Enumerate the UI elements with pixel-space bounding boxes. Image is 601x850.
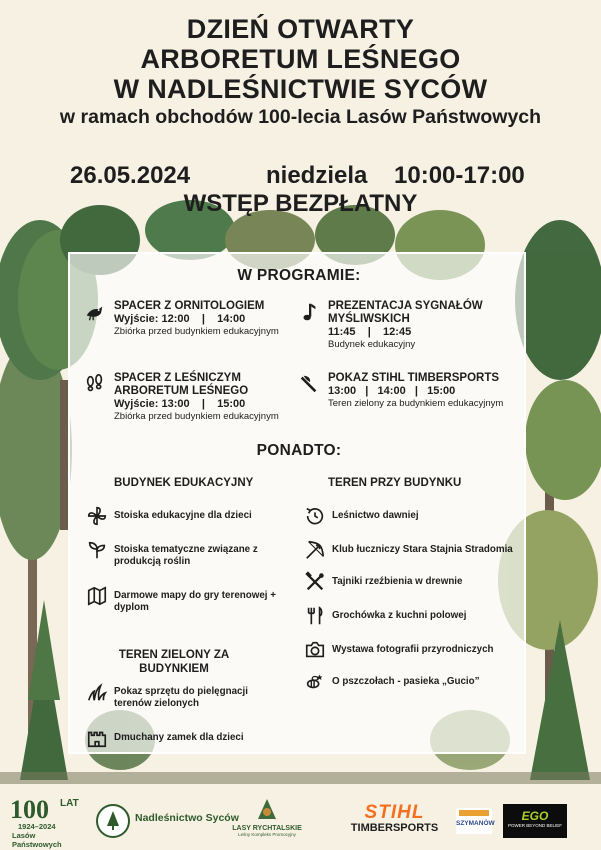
list-item: [114, 544, 284, 568]
program-item: [328, 300, 508, 351]
program-item-title: SPACER Z ORNITOLOGIEM: [114, 300, 265, 312]
list-item-text: Grochówka z kuchni polowej: [332, 610, 467, 621]
list-item-text: Wystawa fotografii przyrodniczych: [332, 644, 494, 655]
list-item: [114, 732, 284, 744]
axe-icon: [298, 373, 320, 395]
lp-100-logo: [10, 795, 86, 849]
ego-tagline: POWER BEYOND BELIEF: [507, 823, 562, 828]
ego-wordmark: EGO: [521, 809, 549, 823]
list-item: [114, 510, 284, 522]
timbersports-wordmark: TIMBERSPORTS: [350, 822, 439, 834]
list-item: [114, 590, 284, 614]
fork-knife-icon: [304, 605, 326, 627]
lp-100-years: 1924–2024: [18, 822, 56, 831]
program-item: [114, 300, 314, 338]
lp-100-number: 100: [10, 795, 49, 824]
event-date: 26.05.2024: [70, 162, 191, 189]
nadlesnictwo-name: Nadleśnictwo Syców: [135, 812, 239, 824]
list-item-text: Klub łuczniczy Stara Stajnia Stradomia: [332, 544, 513, 555]
program-item-title: SPACER Z LEŚNICZYM ARBORETUM LEŚNEGO: [114, 372, 249, 397]
list-item: [332, 544, 522, 556]
ground-strip: [0, 772, 601, 784]
lasy-rychtalskie-logo: [232, 798, 302, 842]
title-line-3: W NADLEŚNICTWIE SYCÓW: [113, 74, 488, 104]
camera-icon: [304, 639, 326, 661]
program-item-time: Wyjście: 12:00 | 14:00: [114, 313, 246, 325]
szymanow-logo: [456, 808, 495, 834]
title-line-2: ARBORETUM LEŚNEGO: [140, 44, 461, 74]
program-item: [114, 372, 314, 423]
col-heading-near-building: TEREN PRZY BUDYNKU: [328, 477, 462, 489]
nadlesnictwo-emblem-icon: [96, 804, 130, 838]
list-item: [332, 676, 512, 688]
free-entry: WSTĘP BEZPŁATNY: [183, 190, 418, 217]
szymanow-name: SZYMANÓW: [456, 820, 495, 827]
list-item-text: Dmuchany zamek dla dzieci: [114, 732, 244, 743]
castle-icon: [86, 727, 108, 749]
program-item-note: Zbiórka przed budynkiem edukacyjnym: [114, 326, 279, 337]
bird-icon: [84, 301, 106, 323]
history-icon: [304, 505, 326, 527]
program-title: W PROGRAMIE:: [237, 267, 361, 284]
list-item: [332, 510, 512, 522]
event-date-row: [0, 162, 601, 192]
list-item-text: Stoiska edukacyjne dla dzieci: [114, 510, 252, 521]
list-item: [332, 644, 522, 656]
title-line-1: DZIEŃ OTWARTY: [186, 14, 415, 44]
stihl-wordmark: STIHL: [364, 802, 425, 823]
footprints-icon: [84, 373, 106, 395]
program-item-note: Teren zielony za budynkiem edukacyjnym: [328, 398, 504, 409]
program-item-note: Zbiórka przed budynkiem edukacyjnym: [114, 411, 279, 422]
ego-logo: [503, 804, 567, 838]
list-item-text: Tajniki rzeźbienia w drewnie: [332, 576, 463, 587]
program-item-title: PREZENTACJA SYGNAŁÓW MYŚLIWSKICH: [328, 300, 483, 325]
sprout-icon: [86, 539, 108, 561]
program-item-time: 11:45 | 12:45: [328, 326, 412, 338]
bow-arrow-icon: [304, 539, 326, 561]
list-item-text: Darmowe mapy do gry terenowej + dyplom: [114, 590, 276, 613]
sponsor-logos: [0, 790, 601, 850]
stihl-timbersports-logo: [342, 804, 447, 834]
subtitle: w ramach obchodów 100-lecia Lasów Państwowych: [59, 106, 542, 128]
program-item: [328, 372, 518, 410]
list-item: [114, 686, 274, 710]
program-panel: [68, 252, 526, 754]
list-item: [332, 610, 512, 622]
col-heading-green-area: TEREN ZIELONY ZA BUDYNKIEM: [118, 649, 230, 675]
map-icon: [86, 585, 108, 607]
list-item-text: Leśnictwo dawniej: [332, 510, 419, 521]
lp-100-lat: LAT: [60, 798, 79, 809]
program-item-time: 13:00 | 14:00 | 15:00: [328, 385, 456, 397]
program-item-title: POKAZ STIHL TIMBERSPORTS: [328, 372, 500, 384]
lp-100-name: Lasów Państwowych: [12, 831, 62, 849]
bee-icon: [304, 671, 326, 693]
poster-header: [0, 14, 601, 129]
pinwheel-icon: [86, 505, 108, 527]
music-note-icon: [298, 301, 320, 323]
besides-title: PONADTO:: [256, 442, 342, 459]
list-item-text: O pszczołach - pasieka „Gucio”: [332, 676, 480, 687]
event-weekday: niedziela: [266, 162, 368, 189]
lasy-rychtalskie-tree-icon: [252, 798, 282, 820]
list-item-text: Stoiska tematyczne związane z produkcją roślin: [114, 544, 258, 567]
col-heading-education-building: BUDYNEK EDUKACYJNY: [114, 477, 254, 489]
list-item: [332, 576, 512, 588]
list-item-text: Pokaz sprzętu do pielęgnacji terenów zielonych: [114, 686, 248, 709]
lasy-rychtalskie-name: LASY RYCHTALSKIE: [232, 825, 302, 832]
lasy-rychtalskie-sub: Leśny Kompleks Promocyjny: [238, 832, 296, 837]
program-item-time: Wyjście: 13:00 | 15:00: [114, 398, 246, 410]
grass-icon: [86, 681, 108, 703]
event-hours: 10:00-17:00: [394, 162, 525, 189]
program-item-note: Budynek edukacyjny: [328, 339, 416, 350]
tools-icon: [304, 571, 326, 593]
